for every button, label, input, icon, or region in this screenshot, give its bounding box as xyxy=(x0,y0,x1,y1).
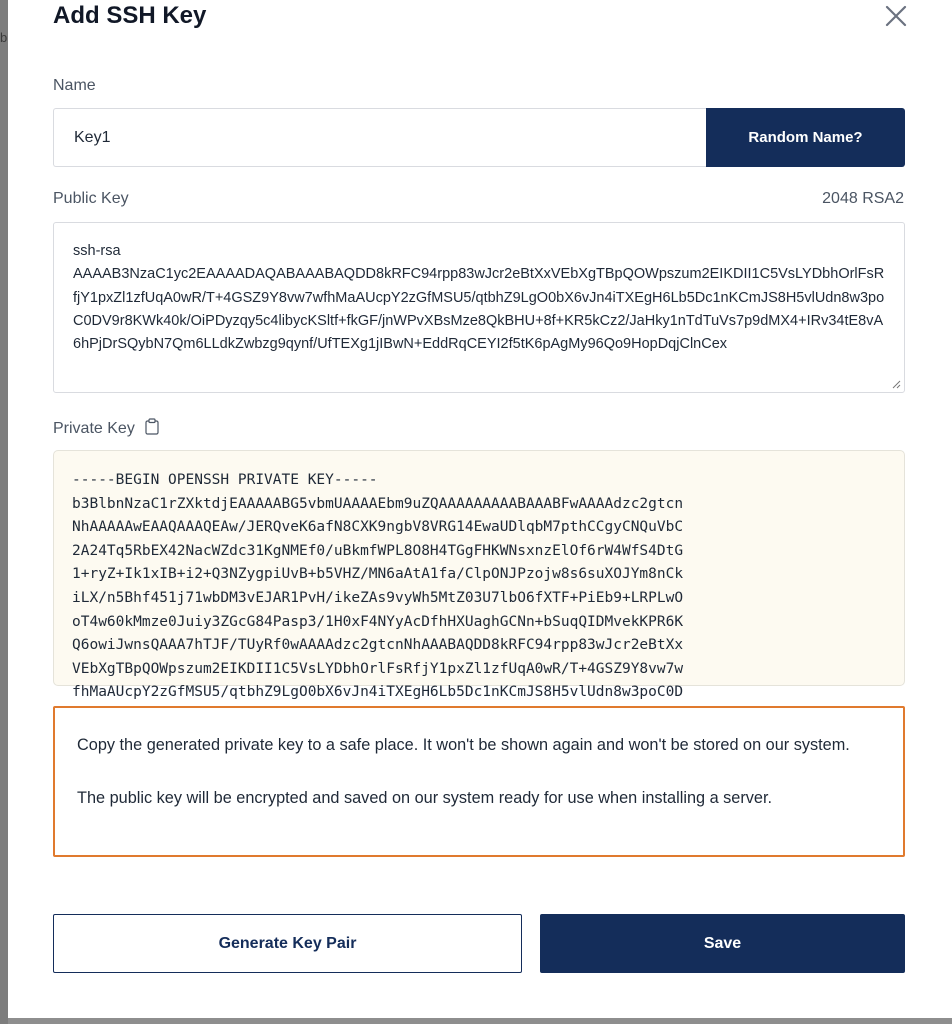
backdrop-text: b xyxy=(0,30,8,45)
generate-key-pair-button[interactable]: Generate Key Pair xyxy=(53,914,522,973)
warning-notice xyxy=(53,706,905,857)
name-input[interactable] xyxy=(53,108,706,167)
modal-title: Add SSH Key xyxy=(53,2,207,29)
private-key-line: -----BEGIN OPENSSH PRIVATE KEY----- xyxy=(72,472,378,488)
private-key-heading xyxy=(53,418,159,438)
name-label: Name xyxy=(53,77,96,94)
private-key-label: Private Key xyxy=(53,420,135,437)
private-key-line: 1+ryZ+Ik1xIB+i2+Q3NZygpiUvB+b5VHZ/MN6aAtA1fa/ClpONJPzojw8s6suXOJYm8nCk xyxy=(72,566,684,583)
private-key-line: iLX/n5Bhf451j71wbDM3vEJAR1PvH/ikeZAs9vyWh5MtZ03U7lbO6fXTF+PiEb9+LRPLwO xyxy=(72,589,684,606)
public-key-label: Public Key xyxy=(53,190,129,207)
public-key-textarea[interactable] xyxy=(53,222,905,393)
copy-clipboard-icon[interactable] xyxy=(145,418,159,435)
private-key-line: 2A24Tq5RbEX42NacWZdc31KgNMEf0/uBkmfWPL8O8H4TGgFHKWNsxnzElOf6rW4WfS4DtG xyxy=(72,542,684,559)
private-key-line: NhAAAAAwEAAQAAAQEAw/JERQveK6afN8CXK9ngbV8VRG14EwaUDlqbM7pthCCgyCNQuVbC xyxy=(72,519,684,536)
private-key-line: VEbXgTBpQOWpszum2EIKDII1C5VsLYDbhOrlFsRfjY1pxZl1zfUqA0wR/T+4GSZ9Y8vw7w xyxy=(72,660,684,677)
notice-text-private: Copy the generated private key to a safe place. It won't be shown again and won't be stored on our system. xyxy=(77,736,850,754)
key-type-info: 2048 RSA2 xyxy=(822,190,904,207)
public-key-body: AAAAB3NzaC1yc2EAAAADAQABAAABAQDD8kRFC94rpp83wJcr2eBtXxVEbXgTBpQOWpszum2EIKDII1C5VsLYDbhOrlFsRfjY1pxZl1zfUqA0wR/T+4GSZ9Y8vw7wfhMaAUcpY2zGfMSU5/qtbhZ9LgO0bX6vJn4iTXEgH6Lb5Dc1nKCmJS8H5vlUdn8w3poC0DV9r8KWk40k/OiPDyzqy5c4libycKSltf+fkGF/jnWPvXBsMze8QkBHU+8f+KR5kCz2/JaHky1nTdTuVs7p9dMX4+IRv34tE8vA6hPjDrSQybN7Qm6LLdkZwbzg9qynf/UfTEXg1jIBwN+EddRqCEYI2f5tK6pAgMy96Qo9HopDqjClnCex xyxy=(73,266,885,353)
page-backdrop xyxy=(0,0,8,1024)
notice-text-public: The public key will be encrypted and saved on our system ready for use when installing a server. xyxy=(77,789,773,807)
close-button[interactable] xyxy=(882,2,910,30)
private-key-line: Q6owiJwnsQAAA7hTJF/TUyRf0wAAAAdzc2gtcnNhAAABAQDD8kRFC94rpp83wJcr2eBtXx xyxy=(72,637,684,654)
close-icon xyxy=(882,2,910,30)
private-key-line: b3BlbnNzaC1rZXktdjEAAAAABG5vbmUAAAAEbm9uZQAAAAAAAAABAAABFwAAAAdzc2gtcn xyxy=(72,495,684,512)
random-name-button[interactable]: Random Name? xyxy=(706,108,905,167)
private-key-line: oT4w60kMmze0Juiy3ZGcG84Pasp3/1H0xF4NYyAcDfhHXUaghGCNn+bSuqQIDMvekKPR6K xyxy=(72,613,684,630)
add-ssh-key-modal xyxy=(8,0,952,1018)
private-key-display[interactable] xyxy=(53,450,905,701)
save-button[interactable]: Save xyxy=(540,914,905,973)
resize-handle-icon[interactable] xyxy=(891,379,901,389)
public-key-prefix: ssh-rsa xyxy=(73,243,121,259)
private-key-line: fhMaAUcpY2zGfMSU5/qtbhZ9LgO0bX6vJn4iTXEgH6Lb5Dc1nKCmJS8H5vlUdn8w3poC0D xyxy=(72,684,684,701)
